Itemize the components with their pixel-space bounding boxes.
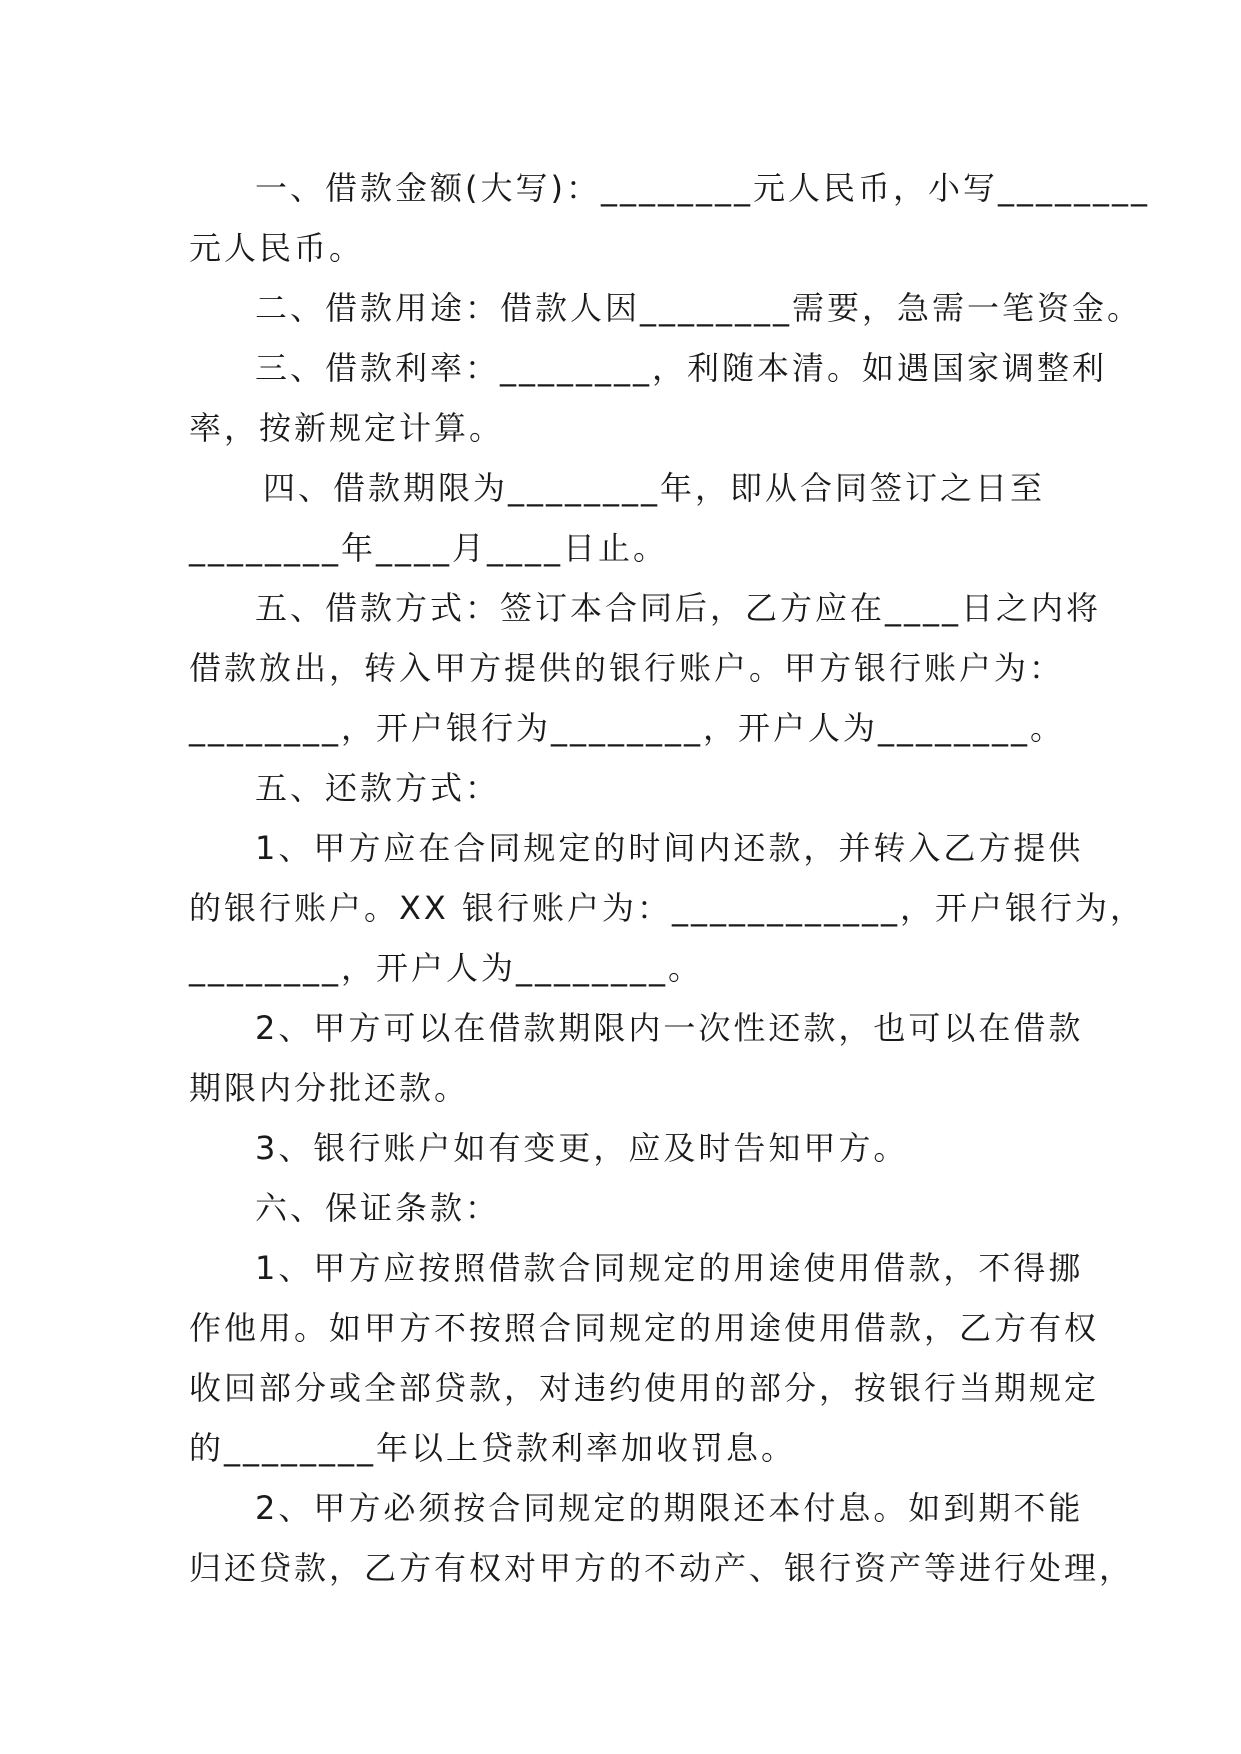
contract-body [189,158,1150,1598]
paragraph-loan-purpose [189,278,1143,338]
paragraph-loan-rate [189,338,1108,458]
text-line: 归还贷款，乙方有权对甲方的不动产、银行资产等进行处理， [189,1549,1135,1587]
paragraph-repayment-heading [189,758,1069,818]
text-line: 作他用。如甲方不按照合同规定的用途使用借款，乙方有权 [189,1309,1100,1347]
paragraph-loan-amount [189,158,1150,278]
text-line: 1、甲方应在合同规定的时间内还款，并转入乙方提供 [255,829,1084,867]
text-line: 的________年以上贷款利率加收罚息。 [189,1429,797,1467]
paragraph-guarantee-2 [189,1478,1135,1598]
text-line: ________，开户银行为________，开户人为________。 [189,709,1066,747]
text-line: 的银行账户。XX 银行账户为：____________，开户银行为， [189,889,1146,927]
text-line: 元人民币。 [189,229,365,267]
text-line: 3、银行账户如有变更，应及时告知甲方。 [255,1129,909,1167]
section-heading: 五、还款方式： [255,769,501,807]
section-heading: 六、保证条款： [255,1189,501,1227]
text-line: 率，按新规定计算。 [189,409,505,447]
paragraph-loan-method [189,578,1102,758]
paragraph-repayment-2 [189,998,1084,1118]
text-line: 2、甲方必须按合同规定的期限还本付息。如到期不能 [255,1489,1084,1527]
text-line: 收回部分或全部贷款，对违约使用的部分，按银行当期规定 [189,1369,1100,1407]
paragraph-guarantee-heading [189,1178,1069,1238]
text-line: 四、借款期限为________年，即从合同签订之日至 [263,469,1046,507]
text-line: 二、借款用途：借款人因________需要，急需一笔资金。 [255,289,1143,327]
text-line: 三、借款利率：________，利随本清。如遇国家调整利 [255,349,1108,387]
text-line: 五、借款方式：签订本合同后，乙方应在____日之内将 [255,589,1102,627]
text-line: 期限内分批还款。 [189,1069,470,1107]
text-line: ________年____月____日止。 [189,529,669,567]
text-line: 2、甲方可以在借款期限内一次性还款，也可以在借款 [255,1009,1084,1047]
paragraph-guarantee-1 [189,1238,1100,1478]
text-line: ________，开户人为________。 [189,949,704,987]
text-line: 1、甲方应按照借款合同规定的用途使用借款，不得挪 [255,1249,1084,1287]
paragraph-repayment-3 [189,1118,1069,1178]
text-line: 一、借款金额(大写)：________元人民币，小写________ [255,169,1150,207]
paragraph-loan-term [189,458,1069,578]
paragraph-repayment-1 [189,818,1146,998]
text-line: 借款放出，转入甲方提供的银行账户。甲方银行账户为： [189,649,1065,687]
